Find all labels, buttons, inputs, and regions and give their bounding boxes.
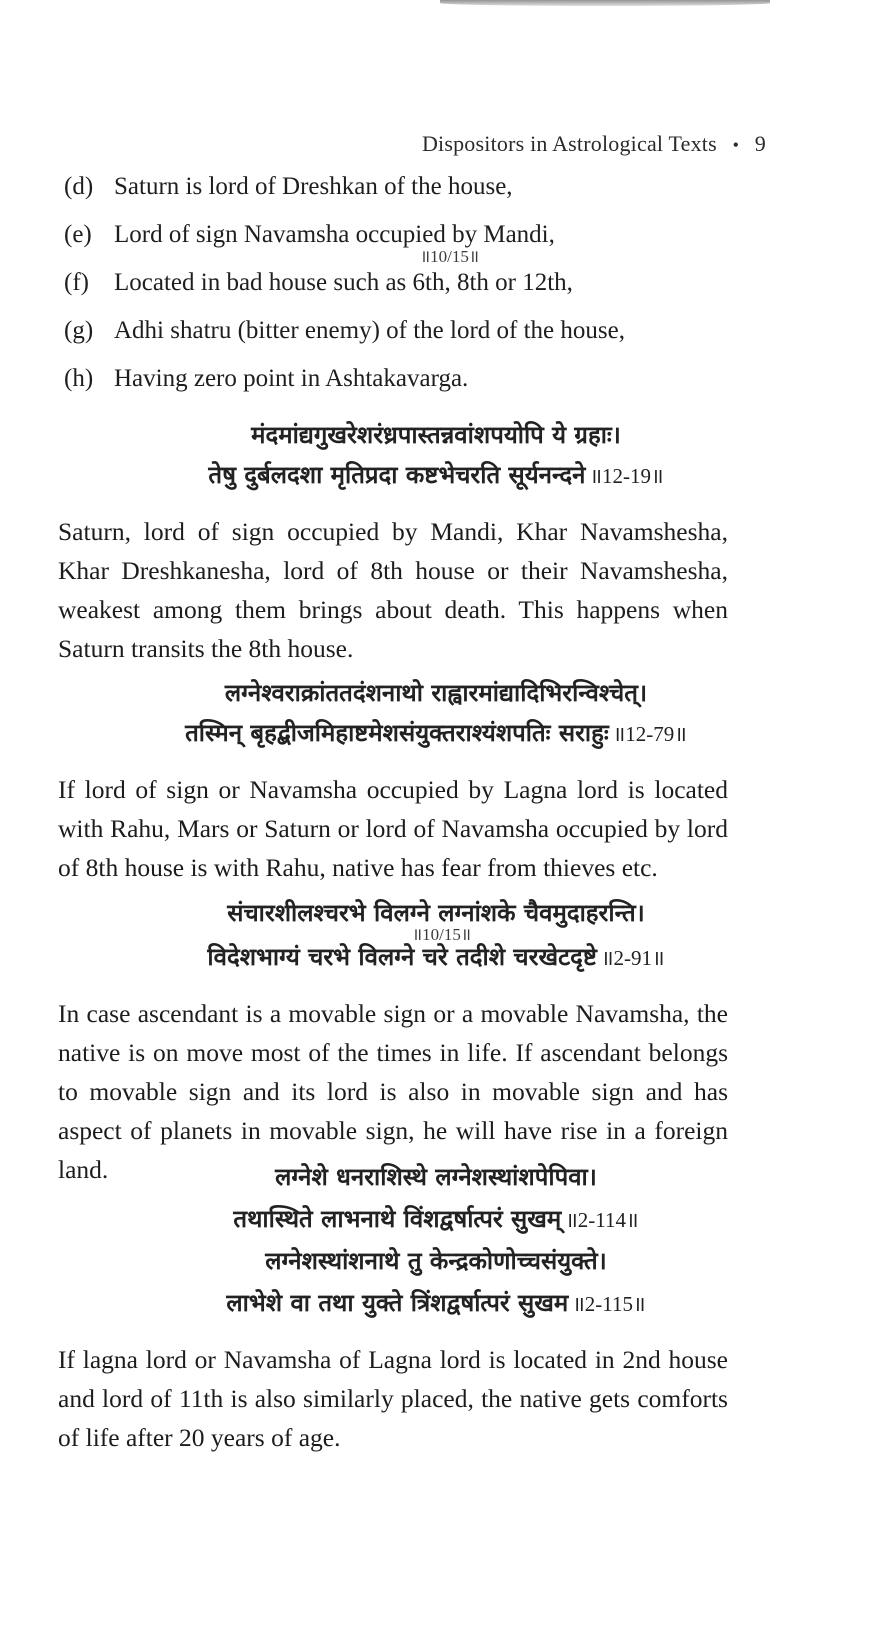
running-head-bullet: • [732, 135, 740, 155]
stray-verse-mark: ॥10/15॥ [420, 247, 480, 266]
verse-reference: ॥2-114॥ [565, 1208, 639, 1232]
list-marker: (h) [64, 365, 94, 392]
verse-text: संचारशीलश्चरभे विलग्ने लग्नांशके चैवमुदाहरन्ति। [227, 899, 645, 927]
stray-verse-mark: ॥10/15॥ [412, 925, 472, 944]
list-item-text: Saturn is lord of Dreshkan of the house, [114, 173, 513, 200]
list-item [64, 314, 784, 362]
list-item [64, 362, 784, 410]
list-item [64, 170, 784, 218]
list-marker: (g) [64, 317, 94, 344]
list-item [64, 218, 784, 266]
commentary-paragraph: Saturn, lord of sign occupied by Mandi, Khar Navamshesha, Khar Dreshkanesha, lord of 8th house or their Navamshesha, weakest among them brings about death. This happens when Saturn transits the 8th house. [58, 517, 728, 663]
sanskrit-verse-line [0, 1160, 872, 1193]
list-item-text: Having zero point in Ashtakavarga. [114, 365, 469, 392]
verse-reference: ॥12-19॥ [589, 464, 664, 488]
criteria-list [64, 170, 784, 410]
list-marker: (d) [64, 173, 94, 200]
page-number: 9 [754, 131, 766, 156]
sanskrit-verse-line [0, 418, 872, 451]
verse-text: लग्नेशे धनराशिस्थे लग्नेशस्थांशपेपिवा। [275, 1163, 597, 1191]
list-marker: (e) [64, 221, 92, 248]
sanskrit-verse-line [0, 1202, 872, 1235]
verse-text: मंदमांद्यगुखरेशरंध्रपास्तन्नवांशपयोपि ये ग्रहाः। [251, 421, 621, 449]
list-item-text: Lord of sign Navamsha occupied by Mandi, [114, 221, 555, 248]
verse-text: लग्नेशस्थांशनाथे तु केन्द्रकोणोच्चसंयुक्ते। [265, 1247, 607, 1275]
running-head [422, 131, 766, 157]
verse-text: तस्मिन् बृहद्बीजमिहाष्टमेशसंयुक्तराश्यंशपतिः सराहुः [185, 719, 609, 747]
verse-text: लग्नेश्वराक्रांततदंशनाथो राह्वारमांद्यादिभिरन्विश्चेत्। [224, 679, 648, 707]
verse-text: तेषु दुर्बलदशा मृतिप्रदा कष्टभेचरति सूर्यनन्दने [208, 461, 586, 489]
verse-text: तथास्थिते लाभनाथे विंशद्वर्षात्परं सुखम् [233, 1205, 562, 1233]
list-item-text: Adhi shatru (bitter enemy) of the lord of the house, [114, 317, 625, 344]
page-edge-shadow [440, 0, 770, 6]
sanskrit-verse-line [0, 1286, 872, 1319]
sanskrit-verse-line [0, 1244, 872, 1277]
sanskrit-verse-line [0, 940, 872, 973]
list-item [64, 266, 784, 314]
verse-reference: ॥12-79॥ [612, 722, 687, 746]
verse-text: लाभेशे वा तथा युक्ते त्रिंशद्वर्षात्परं सुखम [226, 1289, 569, 1317]
sanskrit-verse-line [0, 716, 872, 749]
list-item-text: Located in bad house such as 6th, 8th or 12th, [114, 269, 573, 296]
verse-text: विदेशभाग्यं चरभे विलग्ने चरे तदीशे चरखेटदृष्टे [207, 943, 597, 971]
verse-reference: ॥2-91॥ [600, 946, 665, 970]
commentary-paragraph: If lagna lord or Navamsha of Lagna lord is located in 2nd house and lord of 11th is also similarly placed, the native gets comforts of life after 20 years of age. [58, 1345, 728, 1452]
verse-reference: ॥2-115॥ [572, 1292, 646, 1316]
commentary-paragraph: If lord of sign or Navamsha occupied by Lagna lord is located with Rahu, Mars or Saturn or lord of Navamsha occupied by lord of 8th house is with Rahu, native has fear from thieves etc. [58, 775, 728, 882]
commentary-paragraph: In case ascendant is a movable sign or a movable Navamsha, the native is on move most of the times in life. If ascendant belongs to movable sign and its lord is also in movable sign and has aspect of planets in movable sign, he will have rise in a foreign land. [58, 999, 728, 1184]
sanskrit-verse-line [0, 458, 872, 491]
running-head-title: Dispositors in Astrological Texts [421, 131, 717, 156]
sanskrit-verse-line [0, 676, 872, 709]
list-marker: (f) [64, 269, 89, 296]
